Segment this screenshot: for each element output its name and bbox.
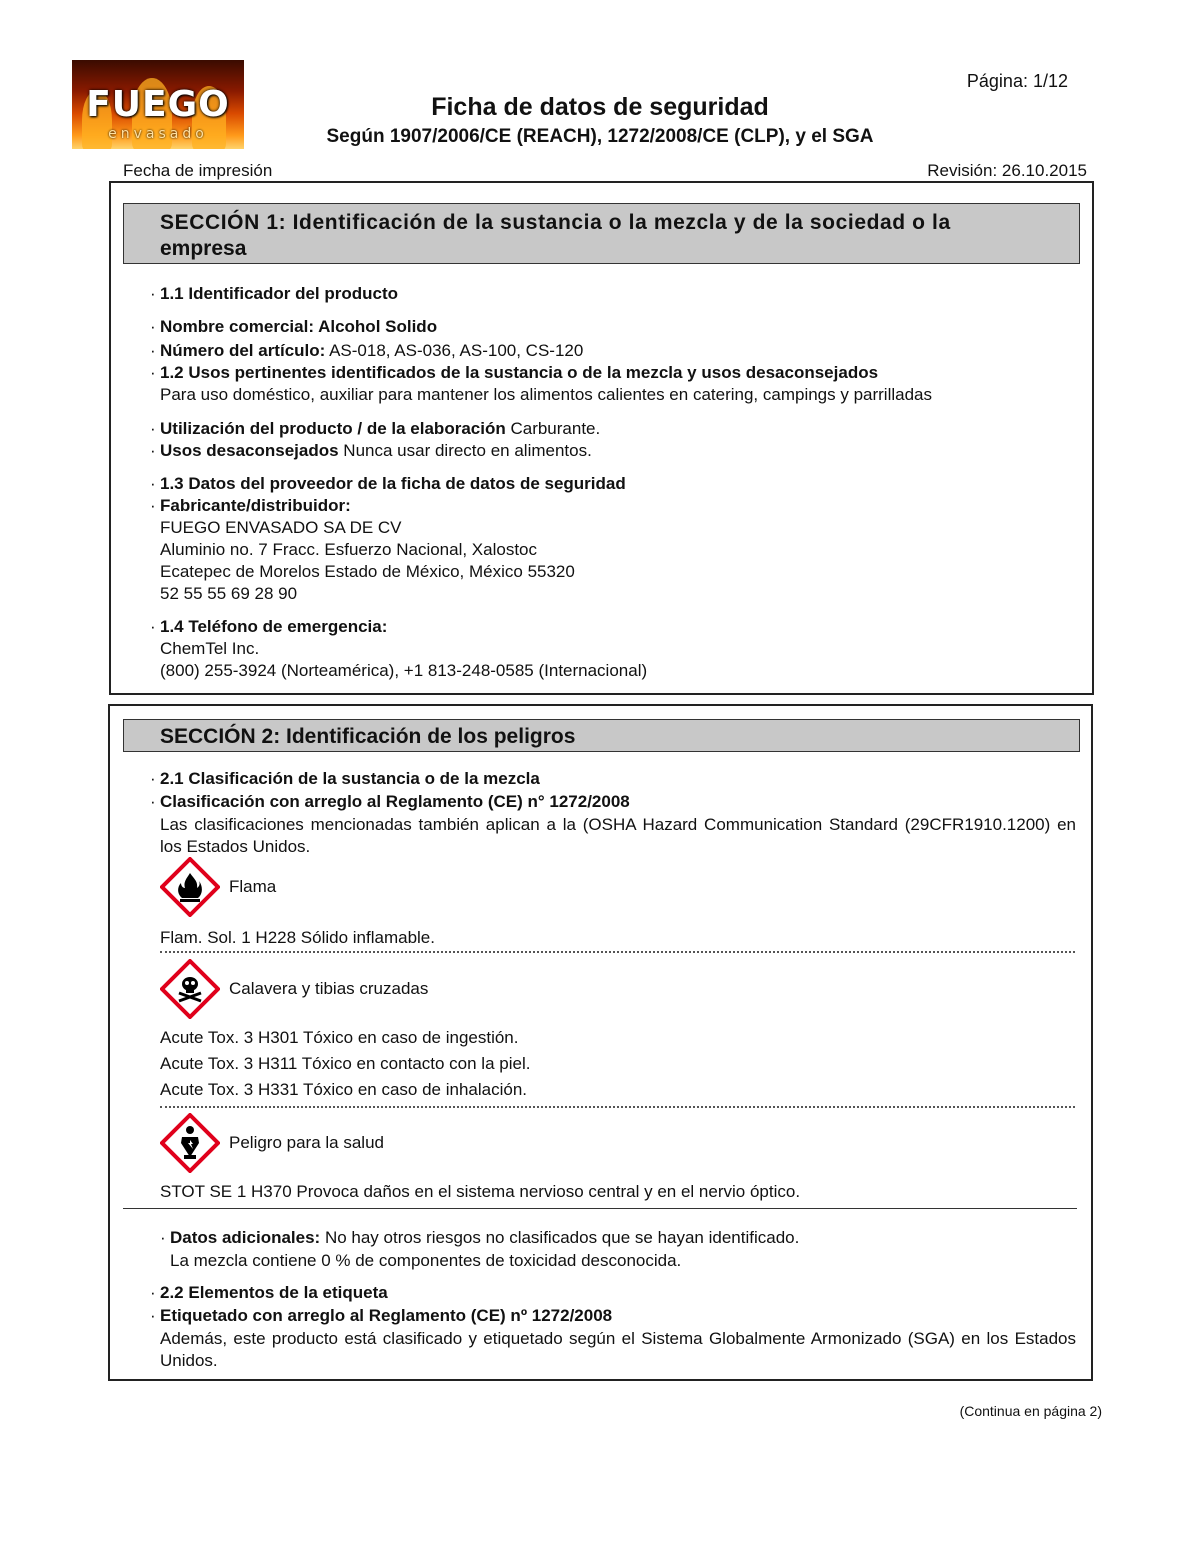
document-subtitle: Según 1907/2006/CE (REACH), 1272/2008/CE (CLP), y el SGA xyxy=(326,126,874,147)
class-text: Las clasificaciones mencionadas también aplican a la (OSHA Hazard Communication Standard (29CFR1910.1200) en los Estados Unidos. xyxy=(160,815,1076,856)
s22-title: 2.2 Elementos de la etiqueta xyxy=(160,1283,388,1302)
pict3-label: Peligro para la salud xyxy=(229,1133,384,1152)
article-label: Número del artículo: xyxy=(160,341,326,360)
extra-label: Datos adicionales: xyxy=(170,1228,321,1247)
s12-text: Para uso doméstico, auxiliar para mantener los alimentos calientes en catering, campings y parrilladas xyxy=(160,385,932,404)
logo-brand: FUEGO xyxy=(86,84,230,125)
revision-date: Revisión: 26.10.2015 xyxy=(927,161,1087,180)
dotted-divider xyxy=(160,1106,1075,1108)
class-line: · Clasificación con arreglo al Reglamento (CE) n° 1272/2008 xyxy=(150,792,630,811)
maker-label: Fabricante/distribuidor: xyxy=(160,496,351,515)
maker-address-line: Ecatepec de Morelos Estado de México, México 55320 xyxy=(160,562,575,581)
s11-line: · 1.1 Identificador del producto xyxy=(150,284,399,303)
solid-divider xyxy=(123,1208,1077,1209)
s21-title: 2.1 Clasificación de la sustancia o de la mezcla xyxy=(160,769,540,788)
extra-line2: La mezcla contiene 0 % de componentes de toxicidad desconocida. xyxy=(170,1251,682,1270)
s13-line: · 1.3 Datos del proveedor de la ficha de datos de seguridad xyxy=(150,474,626,493)
maker-line: · Fabricante/distribuidor: xyxy=(150,496,351,515)
use-label: Utilización del producto / de la elaboración xyxy=(160,419,506,438)
emergency-line: ChemTel Inc. xyxy=(160,639,260,658)
pict2-hazard: Acute Tox. 3 H331 Tóxico en caso de inhalación. xyxy=(160,1080,527,1099)
section-1-heading-line2: empresa xyxy=(160,237,247,260)
logo-sub: envasado xyxy=(108,126,208,142)
pict2-label: Calavera y tibias cruzadas xyxy=(229,979,429,998)
continued-note: (Continua en página 2) xyxy=(959,1403,1102,1419)
maker-address-line: FUEGO ENVASADO SA DE CV xyxy=(160,518,402,537)
page-number: Página: 1/12 xyxy=(966,71,1068,91)
nouse-value: Nunca usar directo en alimentos. xyxy=(338,441,592,460)
document-title: Ficha de datos de seguridad xyxy=(431,93,769,121)
trade-name: Nombre comercial: Alcohol Solido xyxy=(160,317,438,336)
section-1-heading-line1: SECCIÓN 1: Identificación de la sustancia o la mezcla y de la sociedad o la xyxy=(160,211,951,234)
pict3-hazard: STOT SE 1 H370 Provoca daños en el sistema nervioso central y en el nervio óptico. xyxy=(160,1182,801,1201)
use-value: Carburante. xyxy=(505,419,601,438)
s13-title: 1.3 Datos del proveedor de la ficha de datos de seguridad xyxy=(160,474,626,493)
pict1-label: Flama xyxy=(229,877,277,896)
nouse-line: · Usos desaconsejados Nunca usar directo en alimentos. xyxy=(150,441,592,460)
label-title: Etiquetado con arreglo al Reglamento (CE) nº 1272/2008 xyxy=(160,1306,613,1325)
s11-title: 1.1 Identificador del producto xyxy=(160,284,399,303)
skull-crossbones-pictogram-icon xyxy=(160,959,220,1019)
maker-address-line: Aluminio no. 7 Fracc. Esfuerzo Nacional, Xalostoc xyxy=(160,540,538,559)
article-line: · Número del artículo: AS-018, AS-036, AS-100, CS-120 xyxy=(150,341,584,360)
nouse-label: Usos desaconsejados xyxy=(160,441,339,460)
health-hazard-pictogram-icon xyxy=(160,1113,220,1173)
trade-name-line: · Nombre comercial: Alcohol Solido xyxy=(150,317,438,336)
label-text: Además, este producto está clasificado y etiquetado según el Sistema Globalmente Armonizado (SGA) en los Estados Unidos. xyxy=(160,1329,1076,1370)
label-line: · Etiquetado con arreglo al Reglamento (CE) nº 1272/2008 xyxy=(150,1306,613,1325)
s14-title: 1.4 Teléfono de emergencia: xyxy=(160,617,388,636)
print-date-label: Fecha de impresión xyxy=(123,161,273,180)
extra-value: No hay otros riesgos no clasificados que se hayan identificado. xyxy=(320,1228,800,1247)
s12-line: · 1.2 Usos pertinentes identificados de la sustancia o de la mezcla y usos desaconsejados xyxy=(150,363,879,382)
article-value: AS-018, AS-036, AS-100, CS-120 xyxy=(325,341,584,360)
pict1-hazard: Flam. Sol. 1 H228 Sólido inflamable. xyxy=(160,928,435,947)
use-line: · Utilización del producto / de la elaboración Carburante. xyxy=(150,419,601,438)
s14-line: · 1.4 Teléfono de emergencia: xyxy=(150,617,388,636)
dotted-divider xyxy=(160,951,1075,953)
pict2-hazard: Acute Tox. 3 H311 Tóxico en contacto con la piel. xyxy=(160,1054,531,1073)
s12-title: 1.2 Usos pertinentes identificados de la sustancia o de la mezcla y usos desaconsejados xyxy=(160,363,879,382)
s21-line: · 2.1 Clasificación de la sustancia o de la mezcla xyxy=(150,769,540,788)
extra-line: · Datos adicionales: No hay otros riesgos no clasificados que se hayan identificado. xyxy=(160,1228,800,1247)
pict2-hazard: Acute Tox. 3 H301 Tóxico en caso de ingestión. xyxy=(160,1028,519,1047)
section-2-heading: SECCIÓN 2: Identificación de los peligros xyxy=(123,719,1080,752)
flame-pictogram-icon xyxy=(160,857,220,917)
maker-address-line: 52 55 55 69 28 90 xyxy=(160,584,298,603)
s22-line: · 2.2 Elementos de la etiqueta xyxy=(150,1283,388,1302)
emergency-line: (800) 255-3924 (Norteamérica), +1 813-248-0585 (Internacional) xyxy=(160,661,648,680)
section-1-heading xyxy=(123,203,1080,264)
class-title: Clasificación con arreglo al Reglamento (CE) n° 1272/2008 xyxy=(160,792,630,811)
